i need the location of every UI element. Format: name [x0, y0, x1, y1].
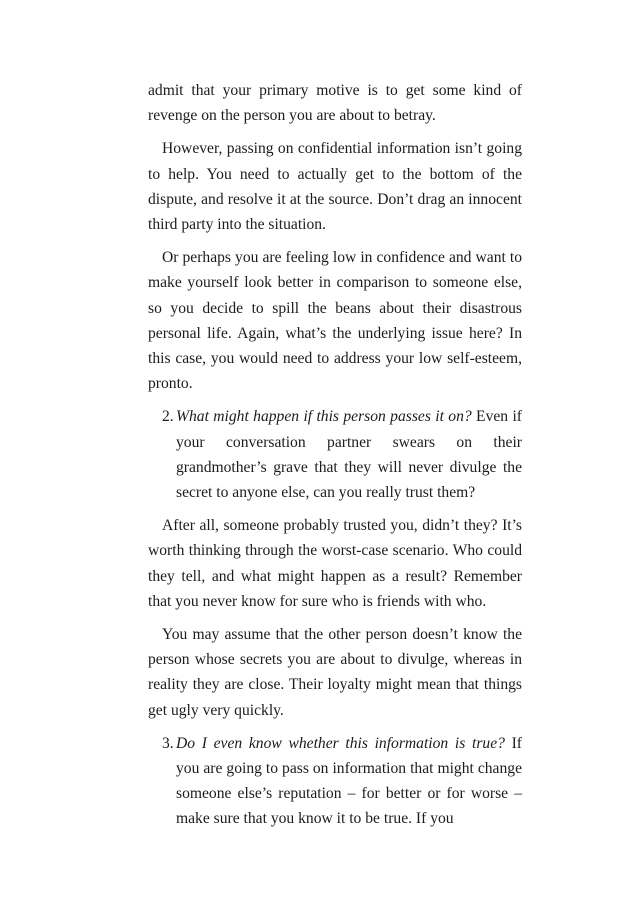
numbered-list-item	[148, 404, 522, 505]
paragraph: Or perhaps you are feeling low in confidence and want to make yourself look better in comparison to someone else, so you decide to spill the beans about their disastrous personal life. Again, what’s the underlying issue here? In this case, you would need to address your low self-esteem, pronto.	[148, 249, 522, 393]
list-item-text: If you are going to pass on information that might change someone else’s reputation – for better or for worse – make sure that you know it to be true. If you	[176, 734, 522, 828]
paragraph: After all, someone probably trusted you, didn’t they? It’s worth thinking through the worst-case scenario. Who could they tell, and what might happen as a result? Remember that you never know for sure who is friends with who.	[148, 517, 522, 610]
paragraph: However, passing on confidential information isn’t going to help. You need to actually get to the bottom of the dispute, and resolve it at the source. Don’t drag an innocent third party into the situation.	[148, 140, 522, 234]
list-number: 2.	[162, 408, 174, 426]
list-number: 3.	[162, 734, 174, 752]
list-item-question: What might happen if this person passes it on?	[176, 408, 472, 426]
paragraph: admit that your primary motive is to get some kind of revenge on the person you are about to betray.	[148, 82, 522, 125]
paragraph: You may assume that the other person doesn’t know the person whose secrets you are about to divulge, whereas in reality they are close. Their loyalty might mean that things get ugly very quickly.	[148, 626, 522, 719]
list-item-question: Do I even know whether this information is true?	[176, 734, 505, 752]
numbered-list-item	[148, 731, 522, 832]
page-body	[148, 78, 522, 840]
list-item-text: Even if your conversation partner swears on their grandmother’s grave that they will never divulge the secret to anyone else, can you really trust them?	[176, 408, 522, 502]
